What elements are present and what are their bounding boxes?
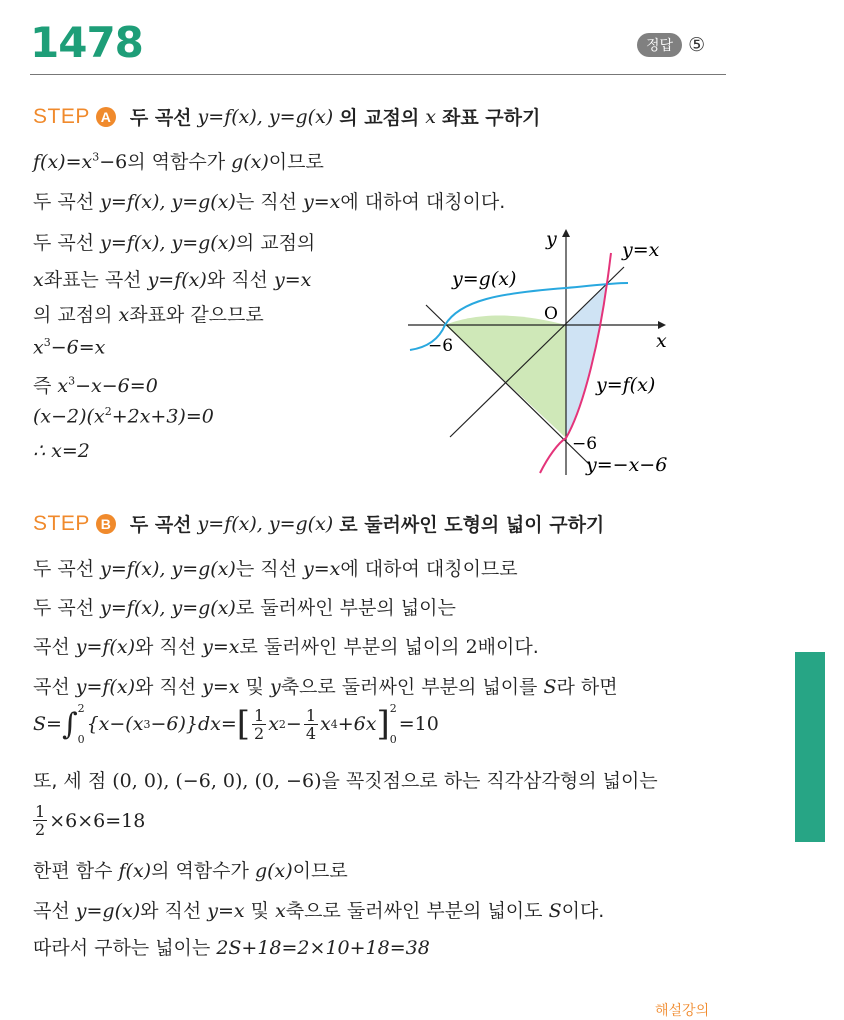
side-chapter-tab <box>795 652 825 842</box>
step-b-title-math: y=f(x), y=g(x) <box>197 512 334 535</box>
step-b-line-8: 곡선 y=g(x)와 직선 y=x 및 x축으로 둘러싸인 부분의 넓이도 S이다. <box>33 900 605 922</box>
step-a-line-2: 두 곡선 y=f(x), y=g(x)는 직선 y=x에 대하여 대칭이다. <box>33 191 506 213</box>
step-b-line-6: $\frac{1}{2}$ ×6×6=18 <box>35 802 146 839</box>
step-a-heading <box>33 103 540 130</box>
step-a-title-part: 좌표 구하기 <box>441 107 541 129</box>
step-a-title-part: 두 곡선 <box>129 107 192 129</box>
step-a-word: STEP <box>33 104 90 128</box>
step-a-line-4: x좌표는 곡선 y=f(x)와 직선 y=x <box>33 269 312 291</box>
answer-badge: 정답 <box>637 33 682 57</box>
label-fx: y=f(x) <box>596 374 656 396</box>
step-b-line-1: 두 곡선 y=f(x), y=g(x)는 직선 y=x에 대하여 대칭이므로 <box>33 558 518 580</box>
label-minus6-x: −6 <box>428 336 454 356</box>
step-a-line-3: 두 곡선 y=f(x), y=g(x)의 교점의 <box>33 232 316 254</box>
label-x: x <box>656 330 667 352</box>
footer-label: 해설강의 <box>655 1003 710 1019</box>
step-a-line-8: $(x-2)(x^2+2x+3)=0$ <box>33 405 214 428</box>
step-a-line-1: $f(x)=x^3-6$의 역함수가 g(x)이므로 <box>33 150 324 173</box>
label-yx: y=x <box>622 239 660 261</box>
y-axis-arrow <box>562 229 570 237</box>
step-a-line-9: ∴ x=2 <box>33 440 90 462</box>
label-gx: y=g(x) <box>452 268 517 290</box>
step-a-title-part: 의 교점의 <box>339 107 420 129</box>
answer-value: ⑤ <box>688 34 706 56</box>
step-b-line-5: 또, 세 점 (0, 0), (−6, 0), (0, −6)을 꼭짓점으로 하는 직각삼각형의 넓이는 <box>33 770 658 792</box>
step-b-line-7: 한편 함수 f(x)의 역함수가 g(x)이므로 <box>33 860 348 882</box>
step-b-heading <box>33 510 604 537</box>
header-divider <box>30 74 726 75</box>
label-minus6-y: −6 <box>572 434 598 454</box>
integral-equation: S= ∫ 2 0 {x−(x 3 −6)}dx= [ $\frac{1}{2}$ x 2 − $\frac{1}{4}$ x 4 +6x ] 2 0 =10 <box>33 702 439 746</box>
answer-area <box>637 33 705 57</box>
label-O: O <box>544 304 558 324</box>
step-a-line-6: $x^3-6=x$ <box>33 336 106 359</box>
function-graph <box>400 225 700 480</box>
label-line: y=−x−6 <box>586 454 668 476</box>
problem-number: 1478 <box>30 18 143 67</box>
step-b-line-4: 곡선 y=f(x)와 직선 y=x 및 y축으로 둘러싸인 부분의 넓이를 S라 하면 <box>33 676 618 698</box>
step-b-circle: B <box>96 514 116 534</box>
step-b-line-3: 곡선 y=f(x)와 직선 y=x로 둘러싸인 부분의 넓이의 2배이다. <box>33 636 539 658</box>
x-axis-arrow <box>658 321 666 329</box>
step-a-line-7: 즉 $x^3-x-6=0$ <box>33 374 158 397</box>
step-b-title-part: 두 곡선 <box>129 514 192 536</box>
step-b-line-9: 따라서 구하는 넓이는 2S+18=2×10+18=38 <box>33 937 430 959</box>
green-region <box>445 316 566 438</box>
step-a-line-5: 의 교점의 x좌표와 같으므로 <box>33 304 264 326</box>
step-a-circle: A <box>96 107 116 127</box>
step-b-word: STEP <box>33 511 90 535</box>
step-a-title-math: x <box>425 105 436 128</box>
label-y: y <box>546 228 557 250</box>
step-b-title-part: 로 둘러싸인 도형의 넓이 구하기 <box>339 514 605 536</box>
blue-region <box>566 283 607 438</box>
step-a-title-math: y=f(x), y=g(x) <box>197 105 334 128</box>
step-b-line-2: 두 곡선 y=f(x), y=g(x)로 둘러싸인 부분의 넓이는 <box>33 597 456 619</box>
